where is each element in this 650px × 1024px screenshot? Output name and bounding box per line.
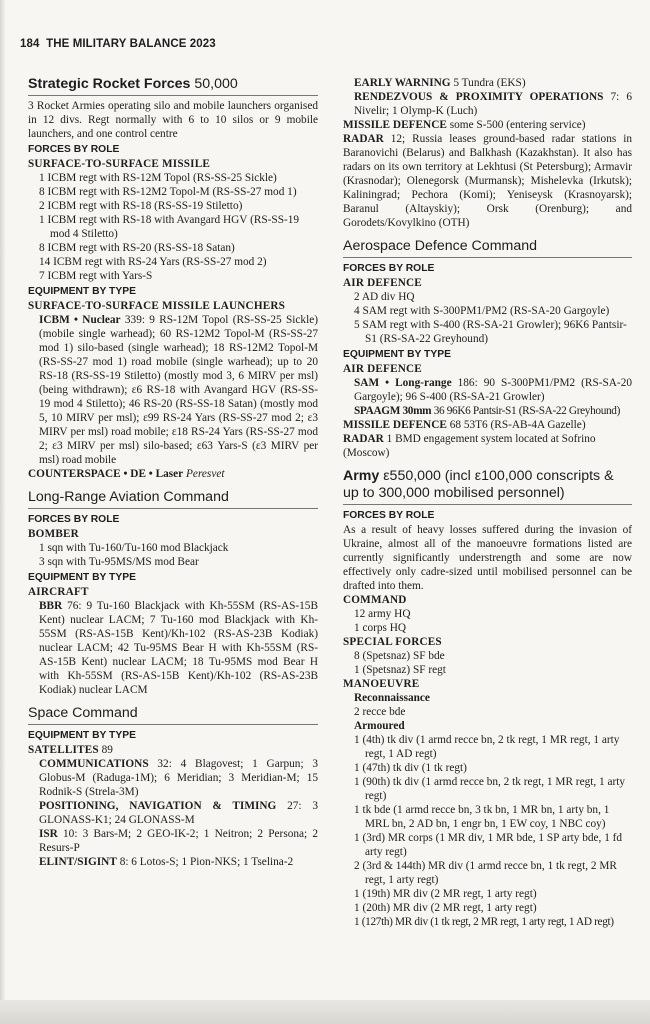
unit-line: 2 (3rd & 144th) MR div (1 armd recce bn, 1 tk regt, 2 MR regt, 1 arty regt) bbox=[354, 860, 617, 886]
unit-line: 1 (19th) MR div (2 MR regt, 1 arty regt) bbox=[354, 888, 537, 900]
counterspace-entry: COUNTERSPACE • DE • Laser Peresvet bbox=[28, 468, 225, 480]
section-heading-space: Space Command bbox=[28, 705, 318, 725]
unit-line: 12 army HQ bbox=[354, 608, 411, 620]
section-heading-lrac: Long-Range Aviation Command bbox=[28, 489, 318, 509]
unit-line: 2 AD div HQ bbox=[354, 291, 415, 303]
army-manoeuvre-label: MANOEUVRE bbox=[343, 678, 420, 690]
page-gutter-shadow bbox=[0, 0, 6, 1024]
adc-forces-by-role: FORCES BY ROLE bbox=[343, 263, 435, 274]
running-header bbox=[20, 38, 216, 50]
space-missile-defence-entry: MISSILE DEFENCE some S-500 (entering service) bbox=[343, 119, 586, 131]
adc-missile-defence-entry: MISSILE DEFENCE 68 53T6 (RS-AB-4A Gazelle) bbox=[343, 419, 586, 431]
adc-air-defence-label: AIR DEFENCE bbox=[343, 277, 422, 289]
adc-air-defence-label-2: AIR DEFENCE bbox=[343, 363, 422, 375]
page-bottom-edge bbox=[0, 1000, 650, 1024]
unit-line: 5 SAM regt with S-400 (RS-SA-21 Growler); 96K6 Pantsir-S1 (RS-SA-22 Greyhound) bbox=[354, 319, 627, 345]
army-sf-label: SPECIAL FORCES bbox=[343, 636, 442, 648]
unit-line: 1 (20th) MR div (2 MR regt, 1 arty regt) bbox=[354, 902, 537, 914]
lrac-aircraft-label: AIRCRAFT bbox=[28, 586, 89, 598]
right-column bbox=[343, 76, 632, 929]
bbr-entry: BBR 76: 9 Tu-160 Blackjack with Kh-55SM (RS-AS-15B Kent) nuclear LACM; 7 Tu-160 mod Blackjack with Kh-55SM (RS-AS-15B Kent)/Kh-102 (RS-AS-23B Kodiak) nuclear LACM; 42 Tu-95MS Bear H with Kh-55SM (RS-AS-15B Kent) nuclear LACM; 18 Tu-95MS mod Bear H with Kh-55SM (RS-AS-15B Kent)/Kh-102 (RS-AS-23B Kodiak) nuclear LACM bbox=[39, 600, 318, 696]
section-heading-srf: Strategic Rocket Forces 50,000 bbox=[28, 76, 318, 96]
army-forces-by-role: FORCES BY ROLE bbox=[343, 510, 435, 521]
lrac-bomber-label: BOMBER bbox=[28, 528, 79, 540]
unit-line: 1 (127th) MR div (1 tk regt, 2 MR regt, 1 arty regt, 1 AD regt) bbox=[354, 916, 614, 928]
left-column bbox=[28, 76, 318, 869]
unit-line: 7 ICBM regt with Yars-S bbox=[39, 270, 153, 282]
unit-line: 1 (Spetsnaz) SF regt bbox=[354, 664, 446, 676]
unit-line: 1 tk bde (1 armd recce bn, 3 tk bn, 1 MR bn, 1 arty bn, 1 MRL bn, 2 AD bn, 1 engr bn, 1 EW coy, 1 NBC coy) bbox=[354, 804, 610, 830]
adc-equipment-by-type: EQUIPMENT BY TYPE bbox=[343, 349, 451, 360]
army-command-label: COMMAND bbox=[343, 594, 407, 606]
early-warning-entry: EARLY WARNING 5 Tundra (EKS) bbox=[354, 77, 526, 89]
unit-line: 2 ICBM regt with RS-18 (RS-SS-19 Stiletto) bbox=[39, 200, 243, 212]
lrac-equipment-by-type: EQUIPMENT BY TYPE bbox=[28, 572, 136, 583]
unit-line: 1 (3rd) MR corps (1 MR div, 1 MR bde, 1 SP arty bde, 1 fd arty regt) bbox=[354, 832, 623, 858]
page-number: 184 bbox=[20, 38, 40, 50]
unit-line: 4 SAM regt with S-300PM1/PM2 (RS-SA-20 Gargoyle) bbox=[354, 305, 610, 317]
isr-entry: ISR 10: 3 Bars-M; 2 GEO-IK-2; 1 Neitron; 2 Persona; 2 Resurs-P bbox=[39, 828, 318, 854]
rpo-entry: RENDEZVOUS & PROXIMITY OPERATIONS 7: 6 Nivelir; 1 Olymp-K (Luch) bbox=[354, 91, 632, 117]
unit-line: 14 ICBM regt with RS-24 Yars (RS-SS-27 mod 2) bbox=[39, 256, 267, 268]
elint-entry: ELINT/SIGINT 8: 6 Lotos-S; 1 Pion-NKS; 1 Tselina-2 bbox=[39, 856, 294, 868]
unit-line: 1 ICBM regt with RS-12M Topol (RS-SS-25 Sickle) bbox=[39, 172, 277, 184]
srf-forces-by-role: FORCES BY ROLE bbox=[28, 144, 120, 155]
unit-line: 1 ICBM regt with RS-18 with Avangard HGV (RS-SS-19 mod 4 Stiletto) bbox=[39, 214, 300, 240]
unit-line: 8 ICBM regt with RS-12M2 Topol-M (RS-SS-27 mod 1) bbox=[39, 186, 297, 198]
pnt-entry: POSITIONING, NAVIGATION & TIMING 27: 3 GLONASS-K1; 24 GLONASS-M bbox=[39, 800, 318, 826]
unit-line: 8 ICBM regt with RS-20 (RS-SS-18 Satan) bbox=[39, 242, 235, 254]
army-recce-label: Reconnaissance bbox=[354, 692, 430, 704]
section-heading-army: Army ε550,000 (incl ε100,000 conscripts & up to 300,000 mobilised personnel) bbox=[343, 468, 632, 505]
unit-line: 1 (47th) tk div (1 tk regt) bbox=[354, 762, 467, 774]
sam-entry: SAM • Long-range 186: 90 S-300PM1/PM2 (RS-SA-20 Gargoyle); 96 S-400 (RS-SA-21 Growler) bbox=[354, 377, 632, 403]
srf-equipment-by-type: EQUIPMENT BY TYPE bbox=[28, 286, 136, 297]
satellites-line: SATELLITES 89 bbox=[28, 744, 113, 756]
unit-line: 8 (Spetsnaz) SF bde bbox=[354, 650, 445, 662]
unit-line: 2 recce bde bbox=[354, 706, 406, 718]
srf-ssm-label: SURFACE-TO-SURFACE MISSILE bbox=[28, 158, 211, 170]
lrac-forces-by-role: FORCES BY ROLE bbox=[28, 514, 120, 525]
space-radar-entry: RADAR 12; Russia leases ground-based radar stations in Baranovichi (Belarus) and Balkhash (Kazakhstan). It also has radars on its own territory at Lekhtusi (St Petersburg); Armavir (Krasnodar); Olenegorsk (Murmansk); Mishelevka (Irkutsk); Kaliningrad; Pechora (Komi); Yeniseysk (Krasnoyarsk); Baranul (Altayskiy); Orsk (Orenburg); and Gorodets/Kovylkino (OTH) bbox=[343, 133, 632, 229]
army-intro: As a result of heavy losses suffered during the invasion of Ukraine, almost all of the manoeuvre formations listed are currently significantly understrength and some are now effectively only cadre-sized until mobilised personnel can be drafted into them. bbox=[343, 524, 632, 592]
unit-line: 3 sqn with Tu-95MS/MS mod Bear bbox=[39, 556, 199, 568]
icbm-entry: ICBM • Nuclear 339: 9 RS-12M Topol (RS-SS-25 Sickle) (mobile single warhead); 60 RS-12M2 Topol-M (RS-SS-27 mod 1) silo-based (single warhead); 18 RS-12M2 Topol-M (RS-SS-27 mod 1) road mobile (single warhead); up to 20 RS-18 (RS-SS-19 Stiletto) (mostly mod 3, 6 MIRV per msl) (being withdrawn); ε6 RS-18 with Avangard HGV (RS-SS-19 mod 4 Stiletto); 46 RS-20 (RS-SS-18 Satan) (mostly mod 5, 10 MIRV per msl); ε99 RS-24 Yars (RS-SS-27 mod 2; ε3 MIRV per msl) road mobile; ε18 RS-24 Yars (RS-SS-27 mod 2; ε3 MIRV per msl) silo-based; ε63 Yars-S (ε3 MIRV per msl) road mobile bbox=[39, 314, 318, 466]
unit-line: 1 (4th) tk div (1 armd recce bn, 2 tk regt, 1 MR regt, 1 arty regt, 1 AD regt) bbox=[354, 734, 620, 760]
section-heading-adc: Aerospace Defence Command bbox=[343, 238, 632, 258]
unit-line: 1 corps HQ bbox=[354, 622, 407, 634]
army-armoured-label: Armoured bbox=[354, 720, 405, 732]
unit-line: 1 sqn with Tu-160/Tu-160 mod Blackjack bbox=[39, 542, 229, 554]
unit-line: 1 (90th) tk div (1 armd recce bn, 2 tk regt, 1 MR regt, 1 arty regt) bbox=[354, 776, 626, 802]
comms-entry: COMMUNICATIONS 32: 4 Blagovest; 1 Garpun; 3 Globus-M (Raduga-1M); 6 Meridian; 3 Meridian-M; 15 Rodnik-S (Strela-3M) bbox=[39, 758, 318, 798]
spaag-entry: SPAAGM 30mm 36 96K6 Pantsir-S1 (RS-SA-22 Greyhound) bbox=[354, 405, 621, 417]
adc-radar-entry: RADAR 1 BMD engagement system located at Sofrino (Moscow) bbox=[343, 433, 596, 459]
publication-title: THE MILITARY BALANCE 2023 bbox=[46, 38, 216, 50]
space-equipment-by-type: EQUIPMENT BY TYPE bbox=[28, 730, 136, 741]
srf-ssm-launchers-label: SURFACE-TO-SURFACE MISSILE LAUNCHERS bbox=[28, 300, 286, 312]
srf-intro: 3 Rocket Armies operating silo and mobile launchers organised in 12 divs. Regt normally with 6 to 10 silos or 9 mobile launchers, and one control centre bbox=[28, 100, 318, 140]
